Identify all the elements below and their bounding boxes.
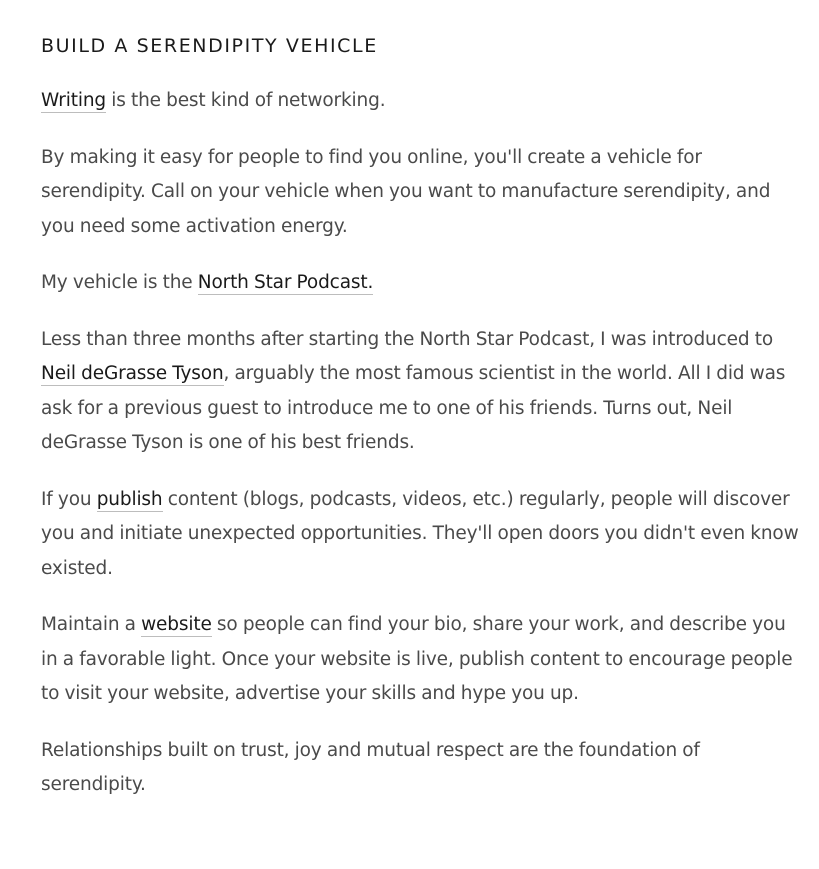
paragraph-vehicle bbox=[41, 141, 801, 245]
paragraph-text: is the best kind of networking. bbox=[106, 90, 386, 111]
north-star-podcast-link[interactable]: North Star Podcast. bbox=[197, 272, 374, 293]
publish-link[interactable]: publish bbox=[96, 488, 163, 510]
paragraph-text: so people can find your bio, share your work, and describe you in a favorable light. Once your website is live, publish content to encourage people to visit your website, advertise your skills and hype you up. bbox=[41, 614, 793, 704]
paragraph-text: Less than three months after starting the North Star Podcast, I was introduced to bbox=[41, 328, 773, 350]
paragraph-text: , arguably the most famous scientist in the world. All I did was ask for a previous guest to introduce me to one of his friends. Turns out, Neil deGrasse Tyson is one of his best friends. bbox=[41, 363, 786, 453]
paragraph-text: If you bbox=[41, 488, 97, 510]
neil-degrasse-tyson-link[interactable]: Neil deGrasse Tyson bbox=[41, 363, 224, 384]
website-link[interactable]: website bbox=[141, 614, 212, 635]
paragraph-tyson bbox=[41, 323, 801, 461]
section-heading: BUILD A SERENDIPITY VEHICLE bbox=[41, 35, 378, 57]
paragraph-text: Relationships built on trust, joy and mutual respect are the foundation of serendipity. bbox=[41, 739, 700, 795]
article bbox=[41, 30, 801, 825]
paragraph-relationships bbox=[41, 734, 801, 803]
paragraph-publish bbox=[41, 483, 801, 587]
paragraph-writing bbox=[41, 84, 801, 119]
paragraph-text: By making it easy for people to find you online, you'll create a vehicle for serendipity. Call on your vehicle when you want to manufacture serendipity, and you need some activation energy. bbox=[41, 146, 771, 237]
writing-link[interactable]: Writing bbox=[41, 90, 107, 111]
paragraph-text: content (blogs, podcasts, videos, etc.) regularly, people will discover you and initiate unexpected opportunities. They'll open doors you didn't even know existed. bbox=[41, 488, 799, 579]
paragraph-text: My vehicle is the bbox=[41, 272, 198, 293]
paragraph-text: Maintain a bbox=[41, 614, 142, 635]
paragraph-website bbox=[41, 608, 801, 712]
paragraph-podcast bbox=[41, 266, 801, 301]
